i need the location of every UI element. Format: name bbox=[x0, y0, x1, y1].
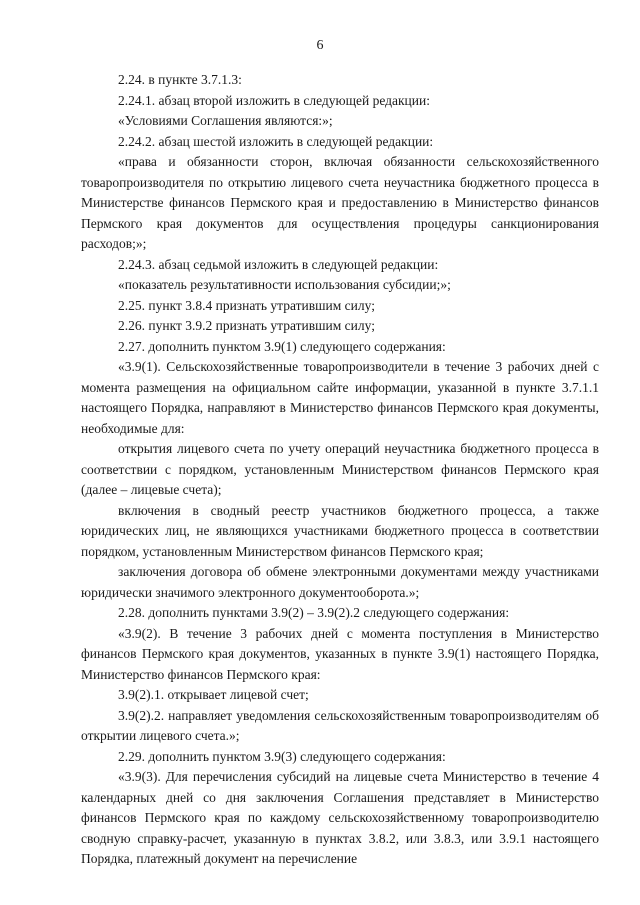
paragraph-2-27: 2.27. дополнить пунктом 3.9(1) следующего содержания: bbox=[118, 338, 446, 354]
quote-performance-indicator: «показатель результативности использования субсидии;»; bbox=[118, 277, 451, 292]
clause-3-9-2-2: 3.9(2).2. направляет уведомления сельскохозяйственным товаропроизводителям об открытии лицевого счета.»; bbox=[81, 707, 599, 743]
quote-agreement-conditions: «Условиями Соглашения являются:»; bbox=[118, 113, 333, 128]
clause-3-9-2: «3.9(2). В течение 3 рабочих дней с момента поступления в Министерство финансов Пермского края документов, указанных в пункте 3.9(1) настоящего Порядка, Министерство финансов Пермского края: bbox=[81, 625, 599, 682]
paragraph-2-29: 2.29. дополнить пунктом 3.9(3) следующего содержания: bbox=[118, 748, 446, 764]
paragraph-2-24: 2.24. в пункте 3.7.1.3: bbox=[118, 72, 242, 87]
paragraph-2-24-3: 2.24.3. абзац седьмой изложить в следующей редакции: bbox=[118, 256, 439, 272]
page-number: 6 bbox=[316, 38, 324, 53]
paragraph-2-24-1: 2.24.1. абзац второй изложить в следующей редакции: bbox=[118, 92, 430, 108]
paragraph-2-28: 2.28. дополнить пунктами 3.9(2) – 3.9(2).2 следующего содержания: bbox=[118, 605, 510, 620]
paragraph-2-25: 2.25. пункт 3.8.4 признать утратившим силу; bbox=[118, 297, 375, 313]
clause-3-9-1: «3.9(1). Сельскохозяйственные товаропроизводители в течение 3 рабочих дней с момента размещения на официальном сайте информации, указанной в пункте 3.7.1.1 настоящего Порядка, направляют в Министерство финансов Пермского края документы, необходимые для: bbox=[81, 359, 599, 436]
clause-3-9-1-registry-inclusion: включения в сводный реестр участников бюджетного процесса, а также юридических лиц, не являющихся участниками бюджетного процесса в соответствии порядком, установленным Министерством финансов Пермского края; bbox=[81, 502, 599, 559]
quote-rights-and-obligations: «права и обязанности сторон, включая обязанности сельскохозяйственного товаропроизводителя по открытию лицевого счета неучастника бюджетного процесса в Министерстве финансов Пермского края и предоставлению в Министерство финансов Пермского края документов для осуществления процедуры санкционирования расходов;»; bbox=[81, 154, 599, 251]
clause-3-9-1-edi-agreement: заключения договора об обмене электронными документами между участниками юридически значимого электронного документооборота.»; bbox=[81, 564, 599, 600]
paragraph-2-24-2: 2.24.2. абзац шестой изложить в следующей редакции: bbox=[118, 133, 434, 149]
paragraph-2-26: 2.26. пункт 3.9.2 признать утратившим силу; bbox=[118, 318, 375, 333]
document-body bbox=[81, 70, 599, 870]
clause-3-9-1-account-opening: открытия лицевого счета по учету операций неучастника бюджетного процесса в соответствии с порядком, установленным Министерством финансов Пермского края (далее – лицевые счета); bbox=[81, 441, 599, 497]
clause-3-9-2-1: 3.9(2).1. открывает лицевой счет; bbox=[118, 687, 309, 702]
clause-3-9-3: «3.9(3). Для перечисления субсидий на лицевые счета Министерство в течение 4 календарных дней со дня заключения Соглашения представляет в Министерство финансов Пермского края по каждому сельскохозяйственному товаропроизводителю сводную справку-расчет, указанную в пунктах 3.8.2, или 3.8.3, или 3.9.1 настоящего Порядка, платежный документ на перечисление bbox=[81, 769, 599, 866]
